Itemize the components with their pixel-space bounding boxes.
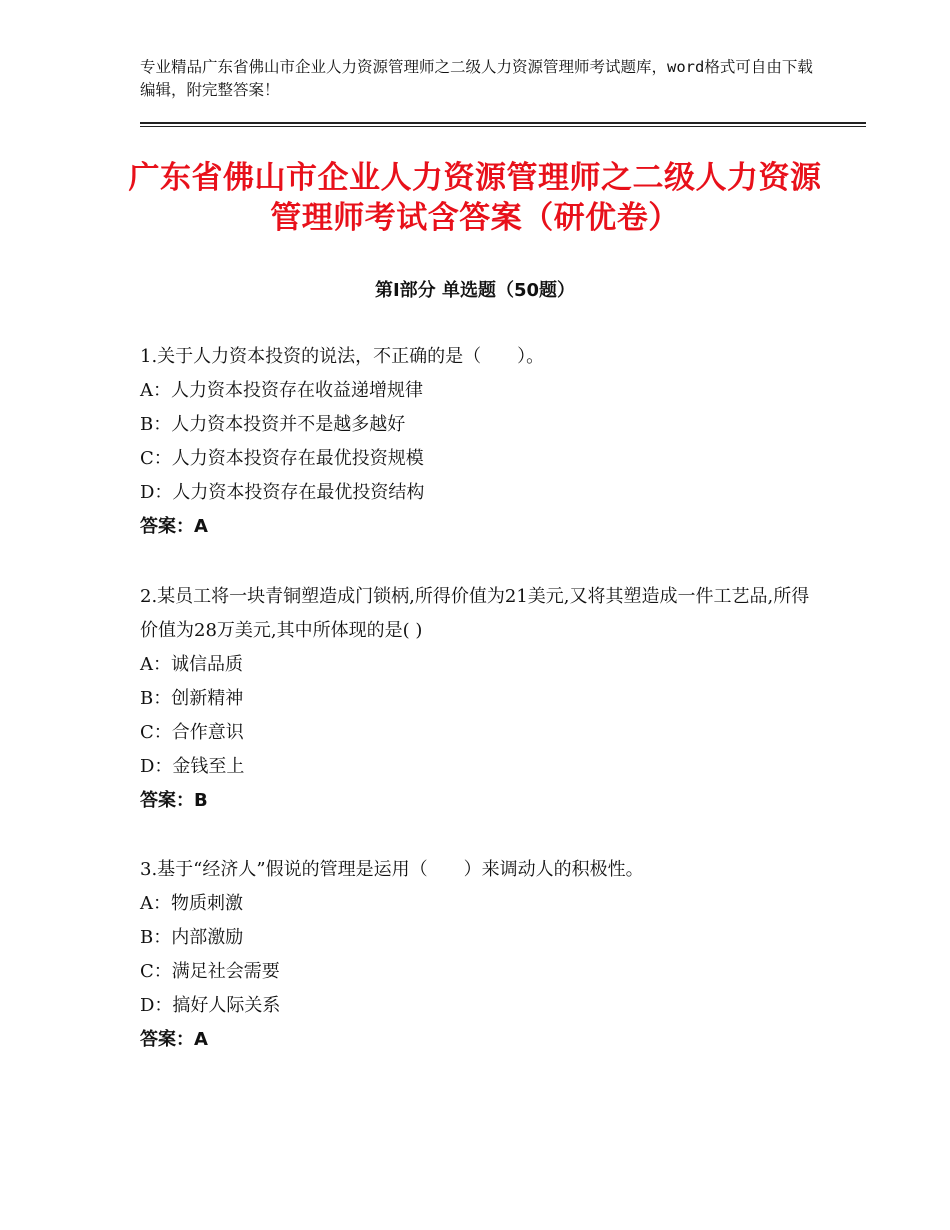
option-c: C：满足社会需要 [140,961,280,982]
option-d: D：搞好人际关系 [140,995,281,1016]
option-a: A：物质刺激 [140,893,243,914]
section-heading: 第Ⅰ部分 单选题（50题） [374,280,575,301]
header-rule-thin [140,126,866,127]
answer: 答案：A [140,516,208,537]
question-1 [140,340,820,544]
question-3 [140,853,820,1057]
header-note: 专业精品广东省佛山市企业人力资源管理师之二级人力资源管理师考试题库，word格式可自由下载编辑，附完整答案！ [140,58,813,99]
option-a: A：人力资本投资存在收益递增规律 [140,380,423,401]
answer: 答案：A [140,1029,208,1050]
question-2 [140,580,820,818]
header-rule-thick [140,122,866,124]
option-b: B：人力资本投资并不是越多越好 [140,414,406,435]
document-title: 广东省佛山市企业人力资源管理师之二级人力资源管理师考试含答案（研优卷） [128,160,822,236]
answer: 答案：B [140,790,208,811]
option-d: D：金钱至上 [140,756,245,777]
option-b: B：创新精神 [140,688,244,709]
question-stem: 2.某员工将一块青铜塑造成门锁柄,所得价值为21美元,又将其塑造成一件工艺品,所得价值为28万美元,其中所体现的是( ) [140,586,810,641]
option-d: D：人力资本投资存在最优投资结构 [140,482,425,503]
question-stem: 1.关于人力资本投资的说法，不正确的是（ ）。 [140,346,545,367]
option-c: C：人力资本投资存在最优投资规模 [140,448,424,469]
option-c: C：合作意识 [140,722,244,743]
option-a: A：诚信品质 [140,654,243,675]
option-b: B：内部激励 [140,927,244,948]
question-stem: 3.基于“经济人”假说的管理是运用（ ）来调动人的积极性。 [140,859,644,880]
